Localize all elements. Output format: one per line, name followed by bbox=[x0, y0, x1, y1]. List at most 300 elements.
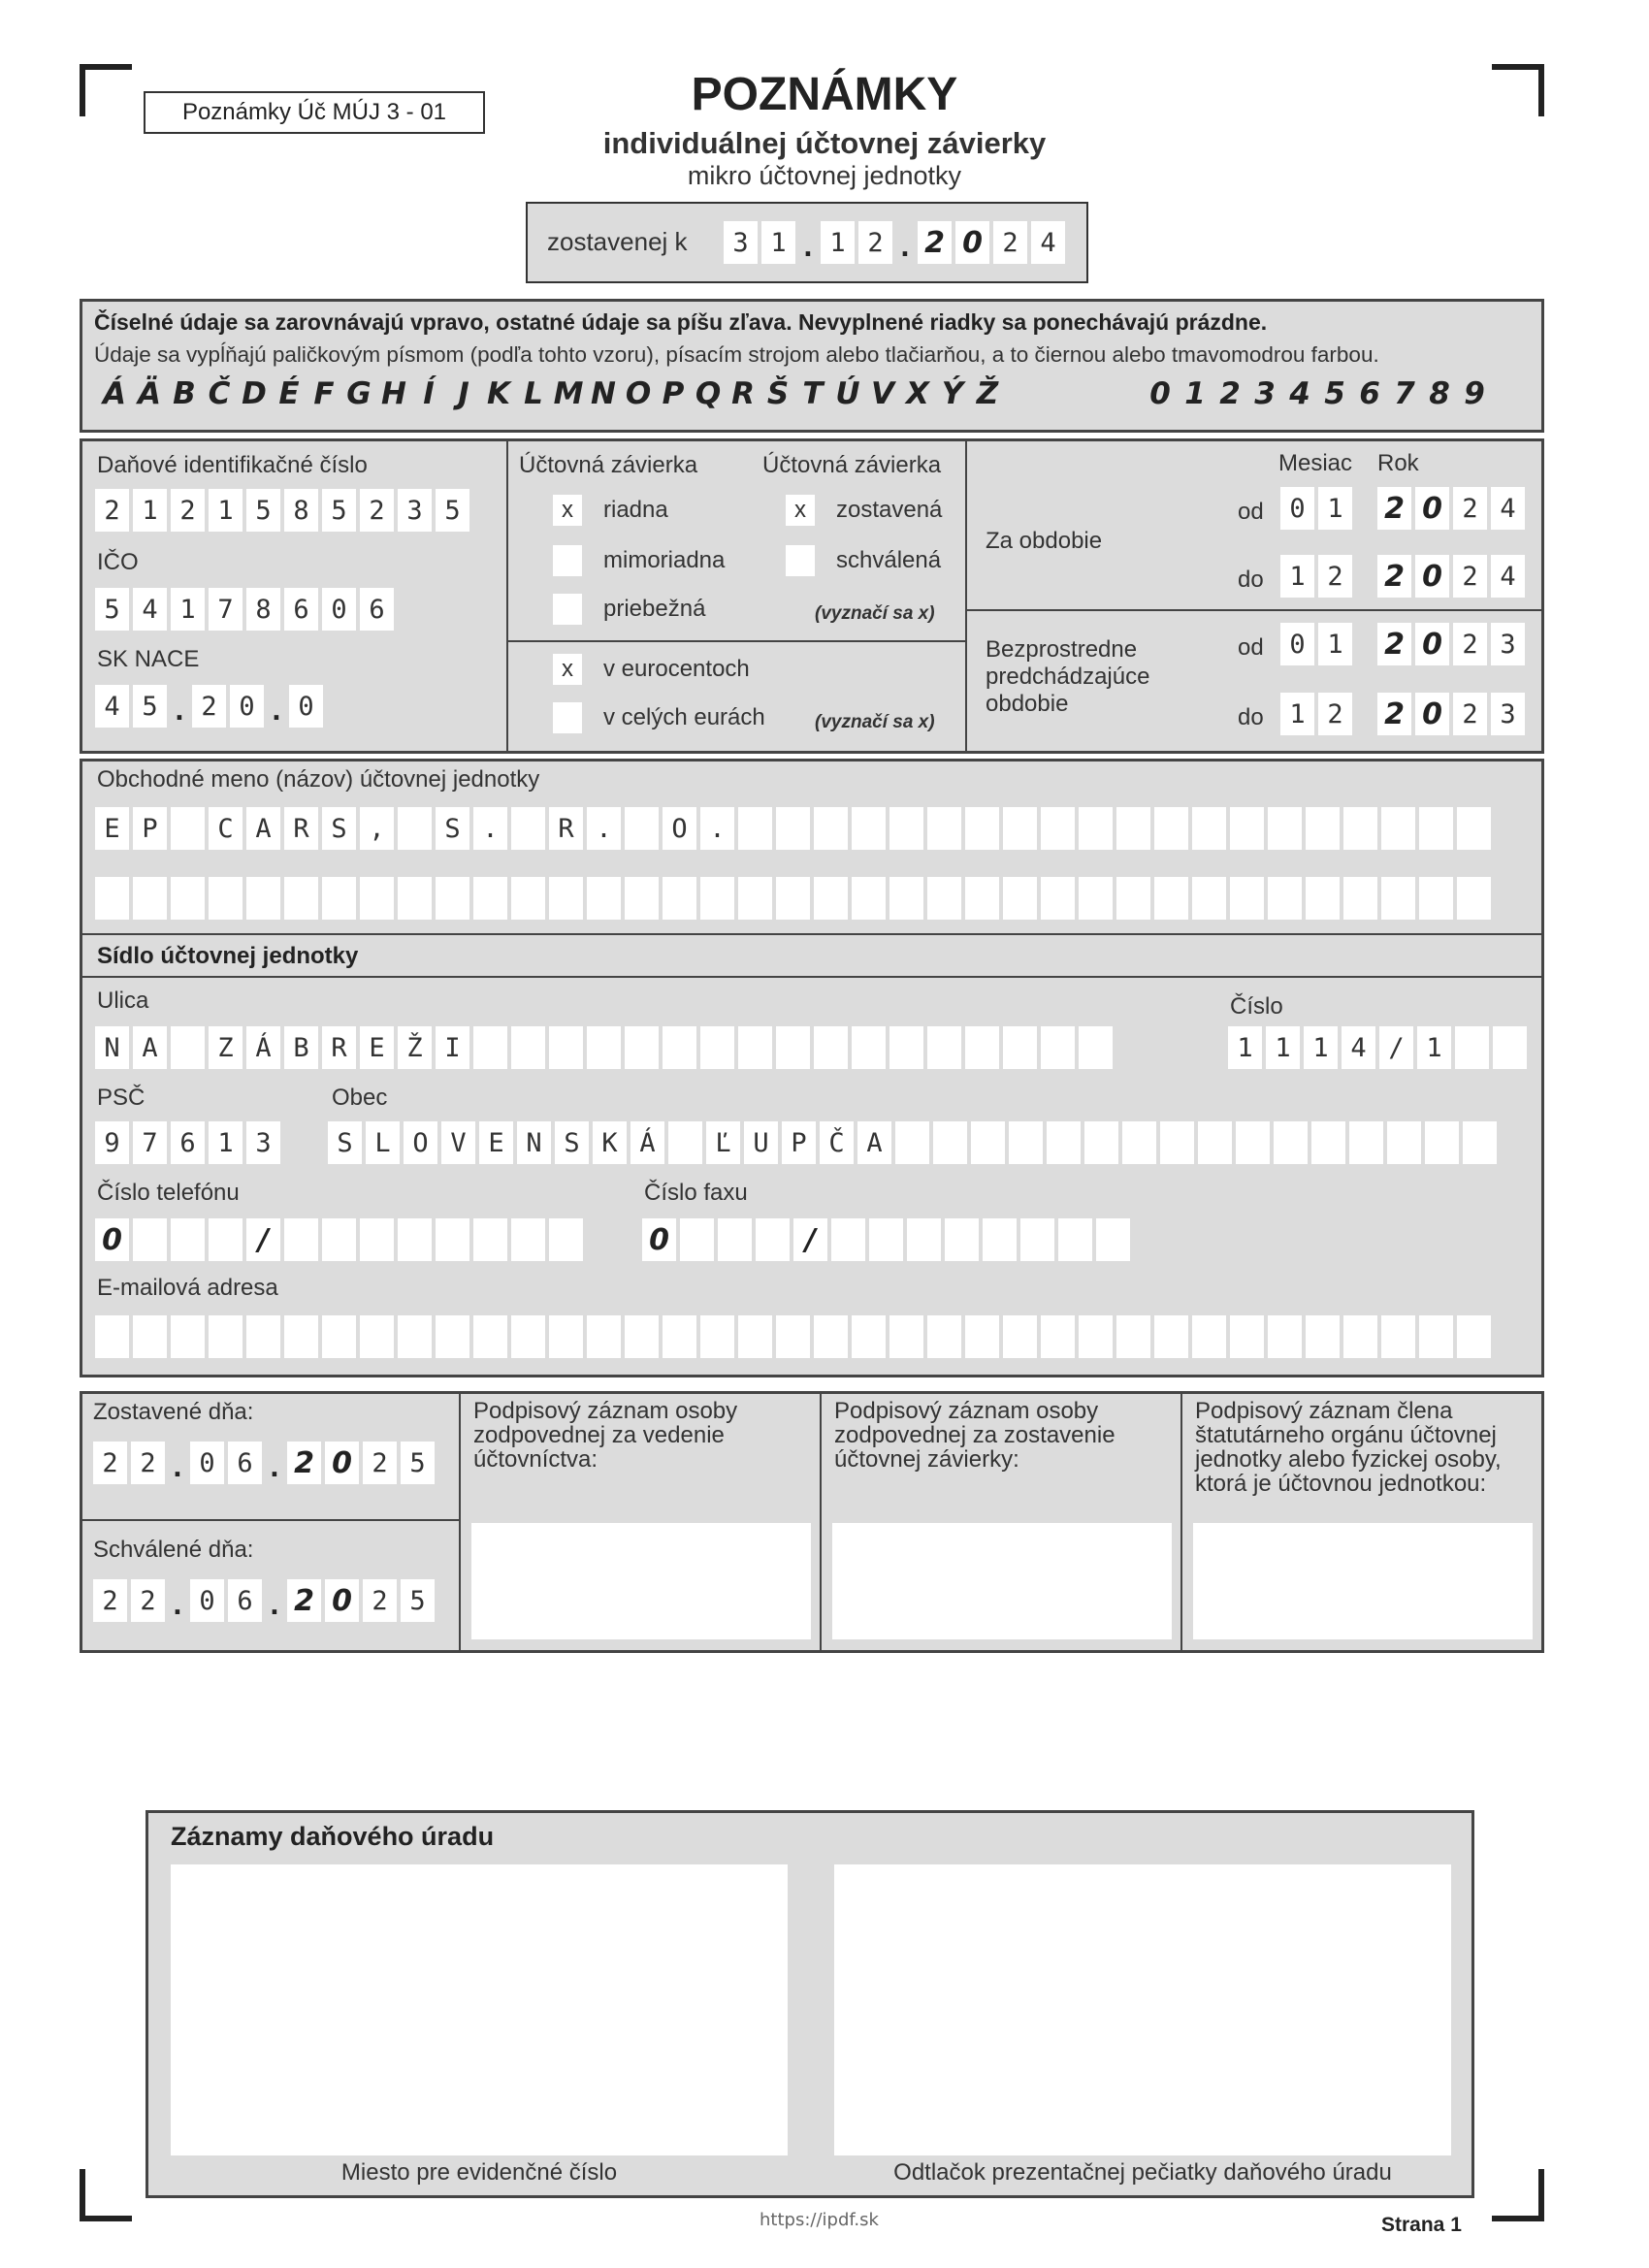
zip-cell[interactable]: 6 bbox=[171, 1121, 205, 1164]
city-cell[interactable]: E bbox=[479, 1121, 513, 1164]
month-cell[interactable]: 0 bbox=[1280, 487, 1314, 530]
name-cell[interactable] bbox=[209, 877, 242, 920]
dic-cell[interactable]: 2 bbox=[360, 489, 394, 532]
day-cell[interactable]: 2 bbox=[131, 1442, 165, 1484]
name-cell[interactable]: S bbox=[322, 807, 356, 850]
number-cell[interactable] bbox=[1493, 1026, 1527, 1069]
email-cell[interactable] bbox=[436, 1315, 469, 1358]
month-cell[interactable]: 2 bbox=[1318, 693, 1352, 735]
zip-cell[interactable]: 7 bbox=[133, 1121, 167, 1164]
nace-cell[interactable]: 5 bbox=[133, 685, 167, 728]
name-cell[interactable]: , bbox=[360, 807, 394, 850]
date-cell[interactable]: 4 bbox=[1031, 221, 1065, 264]
zip-cell[interactable]: 1 bbox=[209, 1121, 242, 1164]
city-cell[interactable]: S bbox=[328, 1121, 362, 1164]
city-cell[interactable]: N bbox=[517, 1121, 551, 1164]
compiled-date bbox=[724, 221, 1065, 264]
street-cell[interactable] bbox=[663, 1026, 696, 1069]
year-prefix-cell[interactable]: 2 bbox=[1377, 693, 1411, 735]
email-cell[interactable] bbox=[171, 1315, 205, 1358]
number-cell[interactable] bbox=[1455, 1026, 1489, 1069]
nace-cell[interactable]: 0 bbox=[230, 685, 264, 728]
city-cell[interactable] bbox=[1122, 1121, 1156, 1164]
name-cell[interactable] bbox=[889, 877, 923, 920]
priebezna-checkbox[interactable] bbox=[553, 594, 582, 625]
phone-cell[interactable] bbox=[284, 1218, 318, 1261]
year-prefix-cell[interactable]: 0 bbox=[1415, 693, 1449, 735]
year-prefix-cell[interactable]: 0 bbox=[1415, 555, 1449, 598]
date-cell[interactable]: 1 bbox=[821, 221, 855, 264]
sample-glyph: 3 bbox=[1254, 376, 1276, 411]
evidencne-cislo-box[interactable] bbox=[171, 1864, 788, 2155]
fax-cell[interactable] bbox=[1096, 1218, 1130, 1261]
dic-cell[interactable]: 5 bbox=[246, 489, 280, 532]
month-cell[interactable]: 1 bbox=[1318, 623, 1352, 665]
month-cell[interactable]: 0 bbox=[190, 1442, 224, 1484]
street-cell[interactable] bbox=[1079, 1026, 1113, 1069]
divider bbox=[82, 933, 1541, 935]
ico-field bbox=[95, 588, 394, 631]
city-cell[interactable] bbox=[1236, 1121, 1270, 1164]
ico-cell[interactable]: 5 bbox=[95, 588, 129, 631]
uz-label-b: Účtovná závierka bbox=[762, 452, 942, 478]
street-cell[interactable]: Á bbox=[246, 1026, 280, 1069]
name-cell[interactable] bbox=[1419, 807, 1453, 850]
email-cell[interactable] bbox=[1154, 1315, 1188, 1358]
day-cell[interactable]: 2 bbox=[93, 1442, 127, 1484]
street-cell[interactable]: R bbox=[322, 1026, 356, 1069]
year-prefix-cell[interactable]: 0 bbox=[325, 1442, 359, 1484]
email-cell[interactable] bbox=[663, 1315, 696, 1358]
street-cell[interactable] bbox=[1041, 1026, 1075, 1069]
dic-cell[interactable]: 5 bbox=[436, 489, 469, 532]
year-cell[interactable]: 4 bbox=[1491, 487, 1525, 530]
year-cell[interactable]: 2 bbox=[363, 1579, 397, 1622]
name-cell[interactable] bbox=[1192, 877, 1226, 920]
street-cell[interactable] bbox=[852, 1026, 886, 1069]
phone-prefix-cell[interactable] bbox=[209, 1218, 242, 1261]
email-cell[interactable] bbox=[398, 1315, 432, 1358]
year-prefix-cell[interactable]: 0 bbox=[1415, 623, 1449, 665]
name-cell[interactable] bbox=[1457, 807, 1491, 850]
street-cell[interactable] bbox=[511, 1026, 545, 1069]
email-cell[interactable] bbox=[1003, 1315, 1037, 1358]
phone-prefix-cell[interactable] bbox=[133, 1218, 167, 1261]
year-cell[interactable]: 2 bbox=[1453, 555, 1487, 598]
number-cell[interactable]: 1 bbox=[1417, 1026, 1451, 1069]
name-cell[interactable] bbox=[814, 807, 848, 850]
name-cell[interactable]: P bbox=[133, 807, 167, 850]
street-cell[interactable] bbox=[473, 1026, 507, 1069]
email-cell[interactable] bbox=[95, 1315, 129, 1358]
ico-cell[interactable]: 6 bbox=[284, 588, 318, 631]
name-cell[interactable] bbox=[1306, 807, 1340, 850]
fax-cell[interactable] bbox=[831, 1218, 865, 1261]
email-cell[interactable] bbox=[1457, 1315, 1491, 1358]
email-cell[interactable] bbox=[1116, 1315, 1150, 1358]
year-prefix-cell[interactable]: 0 bbox=[1415, 487, 1449, 530]
city-cell[interactable] bbox=[1387, 1121, 1421, 1164]
name-cell[interactable] bbox=[246, 877, 280, 920]
city-cell[interactable]: O bbox=[404, 1121, 437, 1164]
fax-cell[interactable] bbox=[1058, 1218, 1092, 1261]
street-cell[interactable] bbox=[587, 1026, 621, 1069]
year-prefix-cell[interactable]: 2 bbox=[1377, 555, 1411, 598]
signature-box-1[interactable] bbox=[471, 1523, 811, 1639]
email-cell[interactable] bbox=[1230, 1315, 1264, 1358]
month-cell[interactable]: 1 bbox=[1280, 693, 1314, 735]
phone-cell[interactable] bbox=[398, 1218, 432, 1261]
city-cell[interactable] bbox=[971, 1121, 1005, 1164]
street-cell[interactable] bbox=[700, 1026, 734, 1069]
name-cell[interactable]: . bbox=[700, 807, 734, 850]
name-cell[interactable] bbox=[360, 877, 394, 920]
ico-cell[interactable]: 7 bbox=[209, 588, 242, 631]
instructions-line-2: Údaje sa vypĺňajú paličkovým písmom (podľa tohto vzoru), písacím strojom alebo tlačiarňou, a to čiernou alebo tmavomodrou farbou. bbox=[94, 342, 1379, 367]
name-cell[interactable] bbox=[1116, 807, 1150, 850]
name-cell[interactable]: . bbox=[587, 807, 621, 850]
email-cell[interactable] bbox=[1419, 1315, 1453, 1358]
email-cell[interactable] bbox=[1268, 1315, 1302, 1358]
month-cell[interactable]: 1 bbox=[1280, 555, 1314, 598]
street-cell[interactable] bbox=[171, 1026, 205, 1069]
name-cell[interactable] bbox=[852, 807, 886, 850]
dic-cell[interactable]: 5 bbox=[322, 489, 356, 532]
name-cell[interactable] bbox=[1381, 877, 1415, 920]
email-cell[interactable] bbox=[1079, 1315, 1113, 1358]
name-cell[interactable]: C bbox=[209, 807, 242, 850]
psc-label: PSČ bbox=[97, 1085, 146, 1111]
email-cell[interactable] bbox=[549, 1315, 583, 1358]
year-cell[interactable]: 5 bbox=[401, 1579, 435, 1622]
number-cell[interactable]: 1 bbox=[1266, 1026, 1300, 1069]
email-cell[interactable] bbox=[284, 1315, 318, 1358]
street-cell[interactable]: Ž bbox=[398, 1026, 432, 1069]
name-cell[interactable] bbox=[1116, 877, 1150, 920]
month-cell[interactable]: 6 bbox=[228, 1442, 262, 1484]
year-prefix-cell[interactable]: 2 bbox=[287, 1442, 321, 1484]
zip-cell[interactable]: 9 bbox=[95, 1121, 129, 1164]
fax-cell[interactable] bbox=[1020, 1218, 1054, 1261]
street-cell[interactable]: A bbox=[133, 1026, 167, 1069]
fax-cell[interactable] bbox=[983, 1218, 1017, 1261]
name-cell[interactable] bbox=[965, 877, 999, 920]
name-cell[interactable] bbox=[852, 877, 886, 920]
city-cell[interactable] bbox=[933, 1121, 967, 1164]
city-cell[interactable]: Č bbox=[820, 1121, 854, 1164]
year-cell[interactable]: 2 bbox=[1453, 693, 1487, 735]
year-cell[interactable]: 3 bbox=[1491, 693, 1525, 735]
name-cell[interactable] bbox=[473, 877, 507, 920]
ico-cell[interactable]: 1 bbox=[171, 588, 205, 631]
year-prefix-cell[interactable]: 2 bbox=[1377, 623, 1411, 665]
city-cell[interactable]: P bbox=[782, 1121, 816, 1164]
name-cell[interactable] bbox=[1079, 877, 1113, 920]
name-cell[interactable] bbox=[1230, 877, 1264, 920]
number-cell[interactable]: 4 bbox=[1342, 1026, 1375, 1069]
name-cell[interactable] bbox=[738, 807, 772, 850]
street-cell[interactable]: E bbox=[360, 1026, 394, 1069]
name-cell[interactable] bbox=[133, 877, 167, 920]
city-cell[interactable]: U bbox=[744, 1121, 778, 1164]
name-cell[interactable] bbox=[738, 877, 772, 920]
name-cell[interactable] bbox=[587, 877, 621, 920]
email-cell[interactable] bbox=[625, 1315, 659, 1358]
street-cell[interactable] bbox=[927, 1026, 961, 1069]
fax-cell[interactable] bbox=[907, 1218, 941, 1261]
fax-prefix-cell[interactable] bbox=[680, 1218, 714, 1261]
month-cell[interactable]: 1 bbox=[1318, 487, 1352, 530]
name-cell[interactable] bbox=[776, 807, 810, 850]
city-cell[interactable]: A bbox=[857, 1121, 891, 1164]
email-cell[interactable] bbox=[133, 1315, 167, 1358]
fax-prefix-cell[interactable] bbox=[718, 1218, 752, 1261]
name-cell[interactable] bbox=[1419, 877, 1453, 920]
email-cell[interactable] bbox=[927, 1315, 961, 1358]
street-cell[interactable] bbox=[965, 1026, 999, 1069]
street-cell[interactable] bbox=[549, 1026, 583, 1069]
name-cell[interactable]: A bbox=[246, 807, 280, 850]
name-cell[interactable] bbox=[171, 807, 205, 850]
email-cell[interactable] bbox=[511, 1315, 545, 1358]
date-cell[interactable]: 1 bbox=[761, 221, 795, 264]
street-cell[interactable] bbox=[814, 1026, 848, 1069]
name-cell[interactable] bbox=[1154, 807, 1188, 850]
name-cell[interactable] bbox=[700, 877, 734, 920]
fax-cell[interactable] bbox=[869, 1218, 903, 1261]
name-cell[interactable] bbox=[625, 877, 659, 920]
name-cell[interactable] bbox=[398, 877, 432, 920]
name-cell[interactable] bbox=[1268, 807, 1302, 850]
year-prefix-cell[interactable]: 2 bbox=[287, 1579, 321, 1622]
city-cell[interactable] bbox=[895, 1121, 929, 1164]
email-cell[interactable] bbox=[1192, 1315, 1226, 1358]
dic-cell[interactable]: 3 bbox=[398, 489, 432, 532]
street-cell[interactable] bbox=[625, 1026, 659, 1069]
city-cell[interactable] bbox=[1198, 1121, 1232, 1164]
phone-cell[interactable] bbox=[360, 1218, 394, 1261]
name-cell[interactable] bbox=[436, 877, 469, 920]
city-cell[interactable] bbox=[1160, 1121, 1194, 1164]
name-cell[interactable]: E bbox=[95, 807, 129, 850]
name-cell[interactable] bbox=[1003, 807, 1037, 850]
city-cell[interactable] bbox=[1047, 1121, 1081, 1164]
street-cell[interactable]: Z bbox=[209, 1026, 242, 1069]
city-cell[interactable]: Á bbox=[630, 1121, 664, 1164]
year-cell[interactable]: 2 bbox=[363, 1442, 397, 1484]
name-cell[interactable] bbox=[1343, 877, 1377, 920]
phone-cell[interactable] bbox=[473, 1218, 507, 1261]
divider bbox=[459, 1394, 461, 1650]
street-cell[interactable]: N bbox=[95, 1026, 129, 1069]
date-cell[interactable]: 2 bbox=[858, 221, 892, 264]
name-cell[interactable] bbox=[1003, 877, 1037, 920]
street-cell[interactable] bbox=[889, 1026, 923, 1069]
street-cell[interactable]: B bbox=[284, 1026, 318, 1069]
eurocentoch-checkbox[interactable]: x bbox=[553, 654, 582, 685]
year-cell[interactable]: 5 bbox=[401, 1442, 435, 1484]
day-cell[interactable]: 2 bbox=[93, 1579, 127, 1622]
name-cell[interactable] bbox=[1343, 807, 1377, 850]
name-cell[interactable]: S bbox=[436, 807, 469, 850]
name-cell[interactable]: O bbox=[663, 807, 696, 850]
fax-prefix-cell[interactable]: 0 bbox=[642, 1218, 676, 1261]
year-prefix-cell[interactable]: 0 bbox=[325, 1579, 359, 1622]
month-cell[interactable]: 2 bbox=[1318, 555, 1352, 598]
email-cell[interactable] bbox=[246, 1315, 280, 1358]
phone-cell[interactable] bbox=[436, 1218, 469, 1261]
number-cell[interactable]: 1 bbox=[1304, 1026, 1338, 1069]
month-cell[interactable]: 6 bbox=[228, 1579, 262, 1622]
dic-cell[interactable]: 8 bbox=[284, 489, 318, 532]
year-cell[interactable]: 2 bbox=[1453, 623, 1487, 665]
street-cell[interactable]: I bbox=[436, 1026, 469, 1069]
email-cell[interactable] bbox=[587, 1315, 621, 1358]
email-cell[interactable] bbox=[473, 1315, 507, 1358]
name-cell[interactable] bbox=[1154, 877, 1188, 920]
city-cell[interactable]: Ľ bbox=[706, 1121, 740, 1164]
name-cell[interactable] bbox=[398, 807, 432, 850]
email-cell[interactable] bbox=[814, 1315, 848, 1358]
phone-prefix-cell[interactable]: 0 bbox=[95, 1218, 129, 1261]
phone-cell[interactable] bbox=[549, 1218, 583, 1261]
name-cell[interactable] bbox=[284, 877, 318, 920]
nace-cell[interactable]: 2 bbox=[192, 685, 226, 728]
za-obdobie-label: Za obdobie bbox=[986, 528, 1103, 554]
email-cell[interactable] bbox=[322, 1315, 356, 1358]
street-cell[interactable] bbox=[738, 1026, 772, 1069]
name-cell[interactable] bbox=[1041, 877, 1075, 920]
year-cell[interactable]: 4 bbox=[1491, 555, 1525, 598]
email-cell[interactable] bbox=[889, 1315, 923, 1358]
city-cell[interactable] bbox=[668, 1121, 702, 1164]
street-cell[interactable] bbox=[1003, 1026, 1037, 1069]
dic-cell[interactable]: 2 bbox=[171, 489, 205, 532]
email-cell[interactable] bbox=[852, 1315, 886, 1358]
email-cell[interactable] bbox=[1306, 1315, 1340, 1358]
fax-cell[interactable] bbox=[945, 1218, 979, 1261]
name-cell[interactable] bbox=[1079, 807, 1113, 850]
city-cell[interactable] bbox=[1084, 1121, 1118, 1164]
month-cell[interactable]: 0 bbox=[1280, 623, 1314, 665]
email-cell[interactable] bbox=[776, 1315, 810, 1358]
name-cell[interactable]: . bbox=[473, 807, 507, 850]
email-cell[interactable] bbox=[738, 1315, 772, 1358]
signature-box-2[interactable] bbox=[832, 1523, 1172, 1639]
nace-cell[interactable]: 0 bbox=[289, 685, 323, 728]
name-cell[interactable] bbox=[1192, 807, 1226, 850]
city-cell[interactable]: S bbox=[555, 1121, 589, 1164]
phone-cell[interactable] bbox=[322, 1218, 356, 1261]
phone-cell[interactable] bbox=[511, 1218, 545, 1261]
riadna-checkbox[interactable]: x bbox=[553, 495, 582, 526]
name-cell[interactable] bbox=[814, 877, 848, 920]
name-cell[interactable] bbox=[927, 807, 961, 850]
year-prefix-cell[interactable]: 2 bbox=[1377, 487, 1411, 530]
email-cell[interactable] bbox=[209, 1315, 242, 1358]
celych-eurach-checkbox[interactable] bbox=[553, 702, 582, 733]
signature-box-3[interactable] bbox=[1193, 1523, 1533, 1639]
name-cell[interactable] bbox=[625, 807, 659, 850]
name-cell[interactable] bbox=[927, 877, 961, 920]
dic-cell[interactable]: 2 bbox=[95, 489, 129, 532]
mimoriadna-checkbox[interactable] bbox=[553, 545, 582, 576]
name-cell[interactable] bbox=[511, 807, 545, 850]
zip-cell[interactable]: 3 bbox=[246, 1121, 280, 1164]
name-cell[interactable]: R bbox=[284, 807, 318, 850]
date-cell[interactable]: 3 bbox=[724, 221, 758, 264]
name-cell[interactable] bbox=[511, 877, 545, 920]
city-cell[interactable] bbox=[1311, 1121, 1345, 1164]
sample-glyph: P bbox=[662, 376, 685, 411]
name-cell[interactable] bbox=[1457, 877, 1491, 920]
ico-cell[interactable]: 8 bbox=[246, 588, 280, 631]
date-cell[interactable]: 2 bbox=[993, 221, 1027, 264]
city-cell[interactable]: V bbox=[441, 1121, 475, 1164]
name-cell[interactable] bbox=[1381, 807, 1415, 850]
number-cell[interactable]: / bbox=[1379, 1026, 1413, 1069]
name-cell[interactable] bbox=[1041, 807, 1075, 850]
city-cell[interactable] bbox=[1349, 1121, 1383, 1164]
year-cell[interactable]: 3 bbox=[1491, 623, 1525, 665]
ico-cell[interactable]: 0 bbox=[322, 588, 356, 631]
day-cell[interactable]: 2 bbox=[131, 1579, 165, 1622]
name-cell[interactable] bbox=[1268, 877, 1302, 920]
nace-cell[interactable]: 4 bbox=[95, 685, 129, 728]
name-cell[interactable] bbox=[171, 877, 205, 920]
ico-cell[interactable]: 4 bbox=[133, 588, 167, 631]
name-cell[interactable] bbox=[776, 877, 810, 920]
name-cell[interactable] bbox=[1230, 807, 1264, 850]
schvalena-checkbox[interactable] bbox=[786, 545, 815, 576]
name-cell[interactable]: R bbox=[549, 807, 583, 850]
fax-field bbox=[642, 1218, 1130, 1261]
peciatka-box[interactable] bbox=[834, 1864, 1451, 2155]
city-cell[interactable] bbox=[1009, 1121, 1043, 1164]
name-cell[interactable] bbox=[549, 877, 583, 920]
email-cell[interactable] bbox=[1343, 1315, 1377, 1358]
city-cell[interactable] bbox=[1425, 1121, 1459, 1164]
dic-cell[interactable]: 1 bbox=[133, 489, 167, 532]
email-cell[interactable] bbox=[1381, 1315, 1415, 1358]
name-cell[interactable] bbox=[95, 877, 129, 920]
name-cell[interactable] bbox=[965, 807, 999, 850]
email-cell[interactable] bbox=[360, 1315, 394, 1358]
city-cell[interactable] bbox=[1463, 1121, 1497, 1164]
email-cell[interactable] bbox=[700, 1315, 734, 1358]
city-cell[interactable]: K bbox=[593, 1121, 627, 1164]
dic-cell[interactable]: 1 bbox=[209, 489, 242, 532]
phone-prefix-cell[interactable] bbox=[171, 1218, 205, 1261]
ico-cell[interactable]: 6 bbox=[360, 588, 394, 631]
fax-prefix-cell[interactable] bbox=[756, 1218, 790, 1261]
email-cell[interactable] bbox=[965, 1315, 999, 1358]
year-cell[interactable]: 2 bbox=[1453, 487, 1487, 530]
name-cell[interactable] bbox=[322, 877, 356, 920]
zostavena-checkbox[interactable]: x bbox=[786, 495, 815, 526]
footer-url[interactable]: https://ipdf.sk bbox=[760, 2210, 879, 2230]
city-cell[interactable]: L bbox=[366, 1121, 400, 1164]
corner-mark-bottom-right bbox=[1492, 2169, 1544, 2221]
email-cell[interactable] bbox=[1041, 1315, 1075, 1358]
number-cell[interactable]: 1 bbox=[1228, 1026, 1262, 1069]
month-cell[interactable]: 0 bbox=[190, 1579, 224, 1622]
name-cell[interactable] bbox=[1306, 877, 1340, 920]
street-cell[interactable] bbox=[776, 1026, 810, 1069]
name-cell[interactable] bbox=[663, 877, 696, 920]
name-cell[interactable] bbox=[889, 807, 923, 850]
city-cell[interactable] bbox=[1274, 1121, 1308, 1164]
